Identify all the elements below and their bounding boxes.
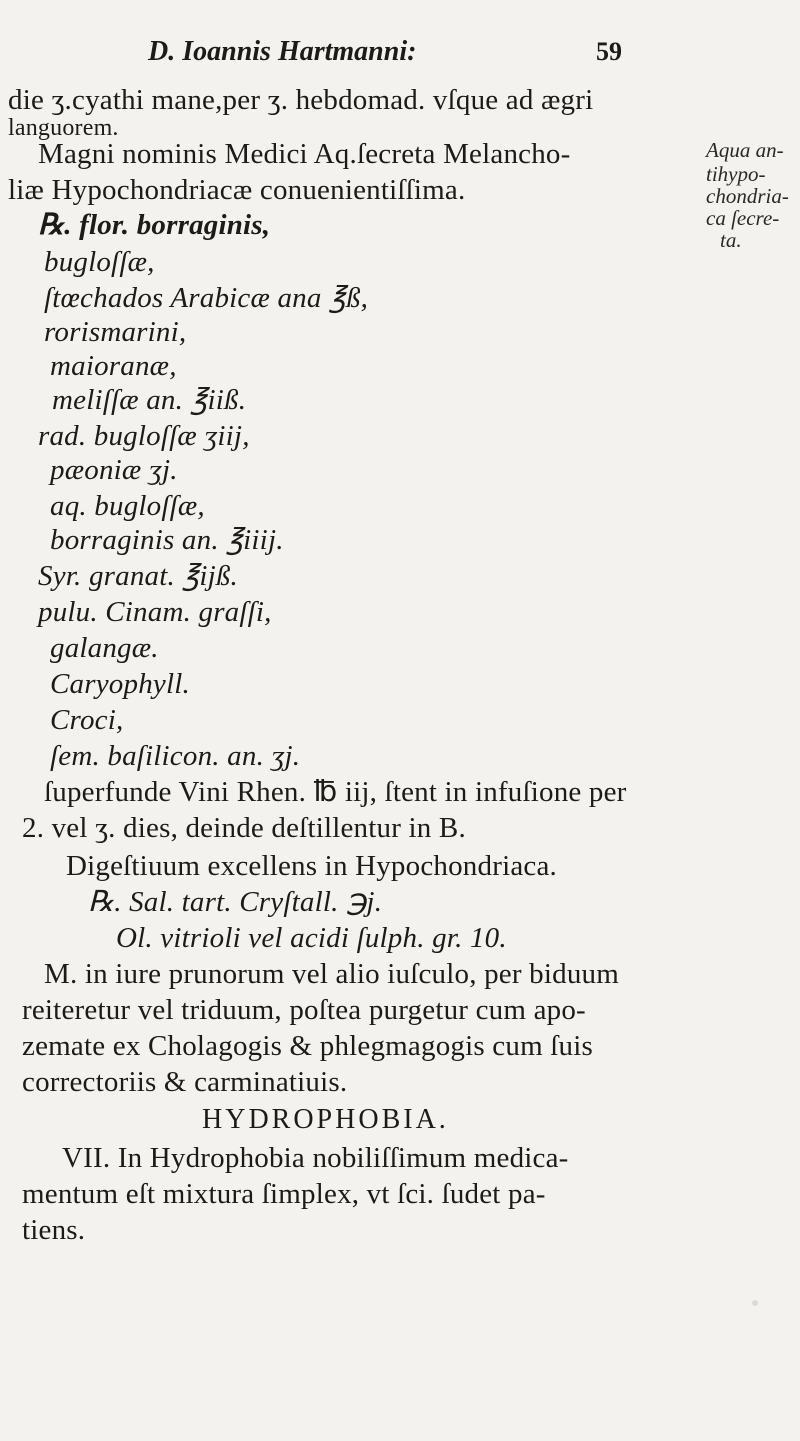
recipe-line-14: Caryophyll. bbox=[50, 668, 190, 700]
marginal-note-line-1: Aqua an- bbox=[706, 138, 784, 162]
recipe-line-6: meliſſæ an. ℥iiß. bbox=[52, 384, 247, 416]
text-line-5: ſuperfunde Vini Rhen. ℔ iij, ſtent in infuſione per bbox=[44, 776, 627, 808]
recipe-line-10: borraginis an. ℥iiij. bbox=[50, 524, 284, 556]
text-line-3: Magni nominis Medici Aq.ſecreta Melancho- bbox=[38, 138, 571, 170]
recipe-line-3: ſtœchados Arabicæ ana ℥ß, bbox=[44, 282, 369, 314]
text-line-12: zemate ex Cholagogis & phlegmagogis cum ſuis bbox=[22, 1030, 593, 1062]
text-line-7: Digeſtiuum excellens in Hypochondriaca. bbox=[66, 850, 557, 882]
recipe-line-8: pæoniæ ʒj. bbox=[50, 454, 178, 486]
marginal-note-line-5: ta. bbox=[720, 228, 742, 252]
text-line-14: VII. In Hydrophobia nobiliſſimum medica- bbox=[62, 1142, 569, 1174]
recipe-line-11: Syr. granat. ℥ijß. bbox=[38, 560, 239, 592]
text-line-10: M. in iure prunorum vel alio iuſculo, per biduum bbox=[44, 958, 620, 990]
marginal-note-line-4: ca ſecre- bbox=[706, 206, 780, 230]
marginal-note-line-3: chondria- bbox=[706, 184, 789, 208]
text-line-15: mentum eſt mixtura ſimplex, vt ſci. ſudet pa- bbox=[22, 1178, 546, 1210]
section-heading: HYDROPHOBIA. bbox=[202, 1104, 449, 1135]
text-line-9: Ol. vitrioli vel acidi ſulph. gr. 10. bbox=[116, 922, 507, 954]
recipe-line-2: bugloſſæ, bbox=[44, 246, 155, 278]
recipe-line-4: rorismarini, bbox=[44, 316, 187, 348]
recipe-line-1: ℞. flor. borraginis, bbox=[38, 209, 271, 241]
recipe-line-7: rad. bugloſſæ ʒiij, bbox=[38, 420, 250, 452]
paper-speck bbox=[752, 1300, 758, 1306]
recipe-line-9: aq. bugloſſæ, bbox=[50, 490, 205, 522]
text-line-2: languorem. bbox=[8, 115, 119, 141]
recipe-line-5: maioranæ, bbox=[50, 350, 177, 382]
text-line-8: ℞. Sal. tart. Cryſtall. ℈j. bbox=[88, 886, 383, 918]
text-line-11: reiteretur vel triduum, poſtea purgetur cum apo- bbox=[22, 994, 586, 1026]
text-line-16: tiens. bbox=[22, 1214, 86, 1246]
page-number: 59 bbox=[596, 37, 622, 66]
marginal-note-line-2: tihypo- bbox=[706, 162, 766, 186]
text-line-1: die ʒ.cyathi mane,per ʒ. hebdomad. vſque ad ægri bbox=[8, 84, 594, 116]
recipe-line-15: Croci, bbox=[50, 704, 124, 736]
recipe-line-16: ſem. baſilicon. an. ʒj. bbox=[50, 740, 301, 772]
text-line-6: 2. vel ʒ. dies, deinde deſtillentur in B. bbox=[22, 812, 466, 844]
recipe-line-12: pulu. Cinam. graſſi, bbox=[38, 596, 272, 628]
running-header-title: D. Ioannis Hartmanni: bbox=[148, 36, 417, 67]
recipe-line-13: galangæ. bbox=[50, 632, 159, 664]
text-line-4: liæ Hypochondriacæ conuenientiſſima. bbox=[8, 174, 466, 206]
text-line-13: correctoriis & carminatiuis. bbox=[22, 1066, 348, 1098]
